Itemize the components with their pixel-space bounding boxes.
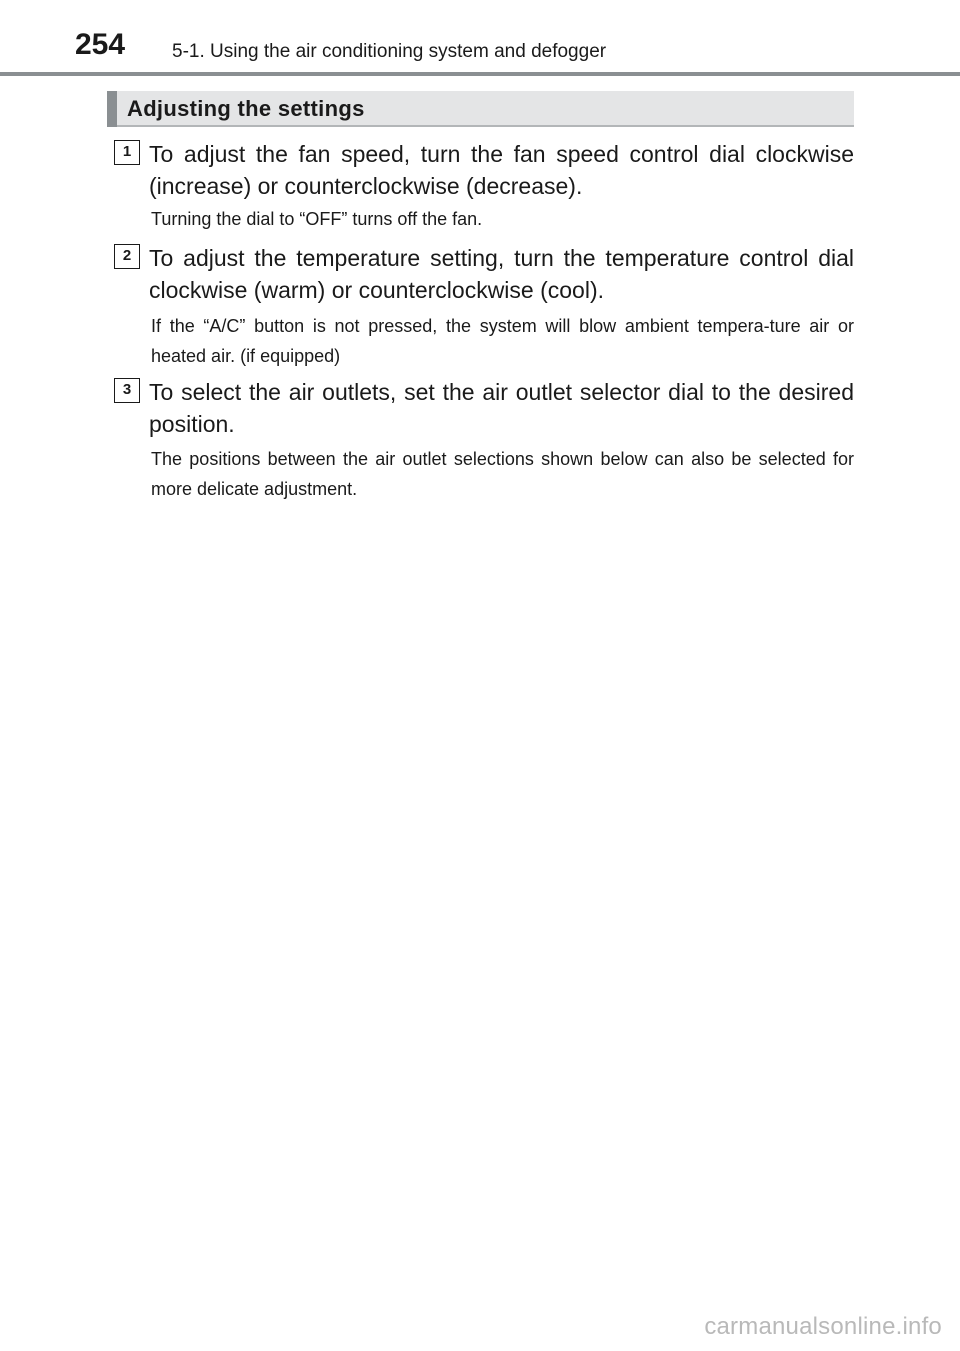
step-number-badge: 3 [114, 378, 140, 403]
page-header [0, 0, 960, 76]
step-note: The positions between the air outlet selections shown below can also be selected for more delicate adjustment. [151, 449, 854, 499]
step-instruction: To adjust the fan speed, turn the fan speed control dial clockwise (increase) or counterclockwise (decrease). [149, 141, 854, 199]
step-instruction: To adjust the temperature setting, turn the temperature control dial clockwise (warm) or counterclockwise (cool). [149, 245, 854, 303]
section-heading-text: Adjusting the settings [127, 96, 365, 121]
step-number-badge: 1 [114, 140, 140, 165]
step-number-badge: 2 [114, 244, 140, 269]
watermark: carmanualsonline.info [704, 1313, 942, 1340]
page-number: 254 [75, 28, 126, 61]
step-note: If the “A/C” button is not pressed, the system will blow ambient tempera-ture air or heated air. (if equipped) [151, 316, 854, 366]
heading-accent-bar [107, 91, 117, 127]
step-instruction: To select the air outlets, set the air outlet selector dial to the desired position. [149, 379, 854, 437]
header-divider [0, 72, 960, 76]
section-heading [107, 91, 854, 127]
step-note: Turning the dial to “OFF” turns off the fan. [151, 209, 483, 229]
chapter-title: 5-1. Using the air conditioning system and defogger [172, 41, 607, 62]
